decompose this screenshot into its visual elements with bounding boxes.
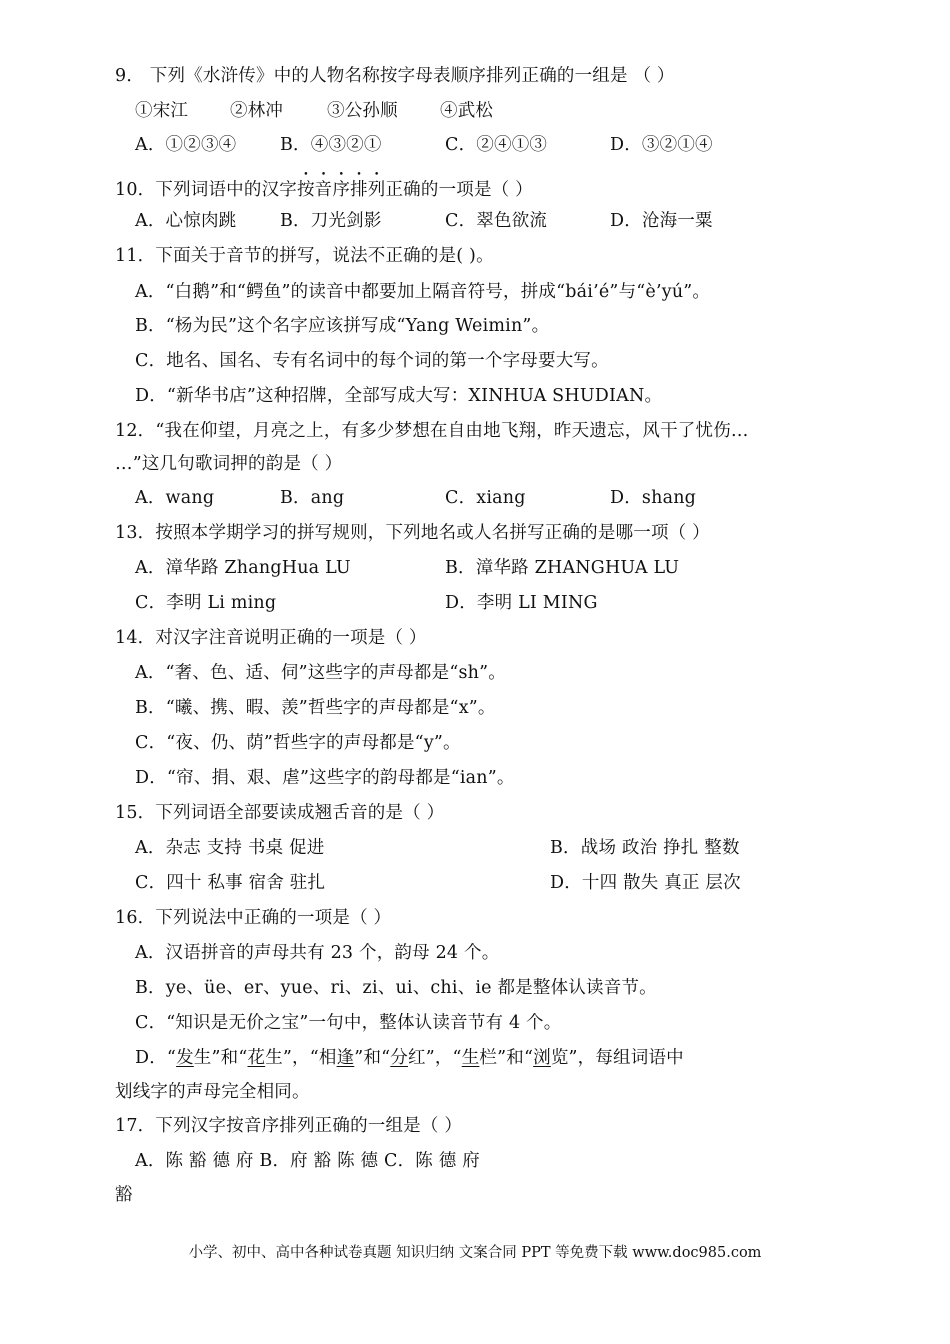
q9-item-4: ④武松	[440, 101, 494, 121]
q13-option-b: B．漳华路 ZHANGHUA LU	[445, 558, 680, 578]
q15-option-b: B．战场 政治 挣扎 整数	[550, 838, 740, 858]
q16-d-text: D．“	[135, 1048, 177, 1068]
q12-option-b: B．ang	[280, 488, 345, 508]
q12-option-c: C．xiang	[445, 488, 526, 508]
question-17-options-line1: A．陈 豁 德 府 B．府 豁 陈 德 C．陈 德 府	[135, 1151, 480, 1171]
question-9-stem: 9． 下列《水浒传》中的人物名称按字母表顺序排列正确的一组是 （ ）	[115, 66, 675, 86]
q13-option-d: D．李明 LI MING	[445, 593, 598, 613]
question-12-stem-line2: …”这几句歌词押的韵是（ ）	[115, 454, 343, 474]
q10-stem-pre: 10．下列词语中的汉字	[115, 180, 297, 200]
q10-stem-emphasis: 按音序排列	[296, 180, 386, 200]
q14-option-a: A．“奢、色、适、伺”这些字的声母都是“sh”。	[135, 663, 506, 683]
q14-option-c: C．“夜、仍、荫”哲些字的声母都是“y”。	[135, 733, 461, 753]
question-12-options	[135, 486, 696, 510]
question-9-items	[135, 99, 493, 123]
question-13-options-row1	[135, 556, 679, 580]
question-15-options-row1	[135, 836, 740, 860]
q16-d-text: 生”和“	[193, 1048, 248, 1068]
q16-d-text: 览”，每组词语中	[550, 1048, 684, 1068]
q9-option-c: C．②④①③	[445, 135, 548, 155]
page-footer: 小学、初中、高中各种试卷真题 知识归纳 文案合同 PPT 等免费下载 www.doc985.com	[188, 1245, 762, 1261]
q15-option-d: D．十四 散失 真正 层次	[550, 873, 741, 893]
q16-d-text: ”和“	[354, 1048, 391, 1068]
question-17-stem: 17．下列汉字按音序排列正确的一组是（ ）	[115, 1116, 463, 1136]
q11-option-a: A．“白鹅”和“鳄鱼”的读音中都要加上隔音符号，拼成“bái’é”与“è’yú”。	[135, 282, 711, 302]
question-15-stem: 15．下列词语全部要读成翘舌音的是（ ）	[115, 803, 445, 823]
q16-d-underlined-char: 花	[247, 1048, 266, 1068]
question-9-options	[135, 133, 713, 157]
q14-option-d: D．“帘、捐、艰、虐”这些字的韵母都是“ian”。	[135, 768, 515, 788]
question-10-stem	[115, 170, 533, 202]
question-12-stem-line1: 12．“我在仰望，月亮之上，有多少梦想在自由地飞翔，昨天遗忘，风干了忧伤…	[115, 421, 749, 441]
q9-option-d: D．③②①④	[610, 135, 713, 155]
q12-option-d: D．shang	[610, 488, 697, 508]
q12-option-a: A．wang	[135, 488, 215, 508]
question-14-stem: 14．对汉字注音说明正确的一项是（ ）	[115, 628, 427, 648]
question-11-stem: 11．下面关于音节的拼写，说法不正确的是( )。	[115, 246, 494, 266]
q13-option-c: C．李明 Li ming	[135, 593, 277, 613]
question-16-stem: 16．下列说法中正确的一项是（ ）	[115, 908, 392, 928]
q9-option-b: B．④③②①	[280, 135, 382, 155]
q16-d-underlined-char: 逢	[336, 1048, 355, 1068]
question-13-options-row2	[135, 591, 598, 615]
q14-option-b: B．“曦、携、暇、羡”哲些字的声母都是“x”。	[135, 698, 496, 718]
q16-d-underlined-char: 分	[390, 1048, 408, 1068]
q16-d-underlined-char: 生	[461, 1048, 480, 1068]
q15-option-a: A．杂志 支持 书桌 促进	[135, 838, 325, 858]
q11-option-b: B．“杨为民”这个名字应该拼写成“Yang Weimin”。	[135, 316, 550, 336]
q15-option-c: C．四十 私事 宿舍 驻扎	[135, 873, 326, 893]
question-15-options-row2	[135, 871, 741, 895]
question-17-options-line2: 豁	[115, 1185, 133, 1205]
q10-option-b: B．刀光剑影	[280, 211, 382, 231]
q11-option-c: C．地名、国名、专有名词中的每个词的第一个字母要大写。	[135, 351, 609, 371]
q9-item-3: ③公孙顺	[327, 101, 398, 121]
q10-stem-post: 正确的一项是（ ）	[385, 180, 533, 200]
q9-item-1: ①宋江	[135, 101, 189, 121]
q16-d-underlined-char: 浏	[533, 1048, 551, 1068]
q16-d-text: 生”，“相	[265, 1048, 337, 1068]
q11-option-d: D．“新华书店”这种招牌，全部写成大写：XINHUA SHUDIAN。	[135, 386, 663, 406]
q16-d-text: 红”，“	[408, 1048, 462, 1068]
q9-item-2: ②林冲	[230, 101, 284, 121]
q10-option-d: D．沧海一粟	[610, 211, 713, 231]
q13-option-a: A．漳华路 ZhangHua LU	[135, 558, 351, 578]
q10-option-a: A．心惊肉跳	[135, 211, 237, 231]
q16-option-d-line2: 划线字的声母完全相同。	[115, 1082, 310, 1102]
q9-option-a: A．①②③④	[135, 135, 237, 155]
q16-option-a: A．汉语拼音的声母共有 23 个，韵母 24 个。	[135, 943, 500, 963]
q16-option-b: B．ye、üe、er、yue、ri、zi、ui、chi、ie 都是整体认读音节。	[135, 978, 657, 998]
q16-option-d-line1	[135, 1046, 684, 1070]
question-13-stem: 13．按照本学期学习的拼写规则，下列地名或人名拼写正确的是哪一项（ ）	[115, 523, 710, 543]
q16-d-text: 栏”和“	[479, 1048, 534, 1068]
q16-d-underlined-char: 发	[176, 1048, 194, 1068]
q10-option-c: C．翠色欲流	[445, 211, 548, 231]
q16-option-c: C．“知识是无价之宝”一句中，整体认读音节有 4 个。	[135, 1013, 562, 1033]
question-10-options	[135, 209, 713, 233]
